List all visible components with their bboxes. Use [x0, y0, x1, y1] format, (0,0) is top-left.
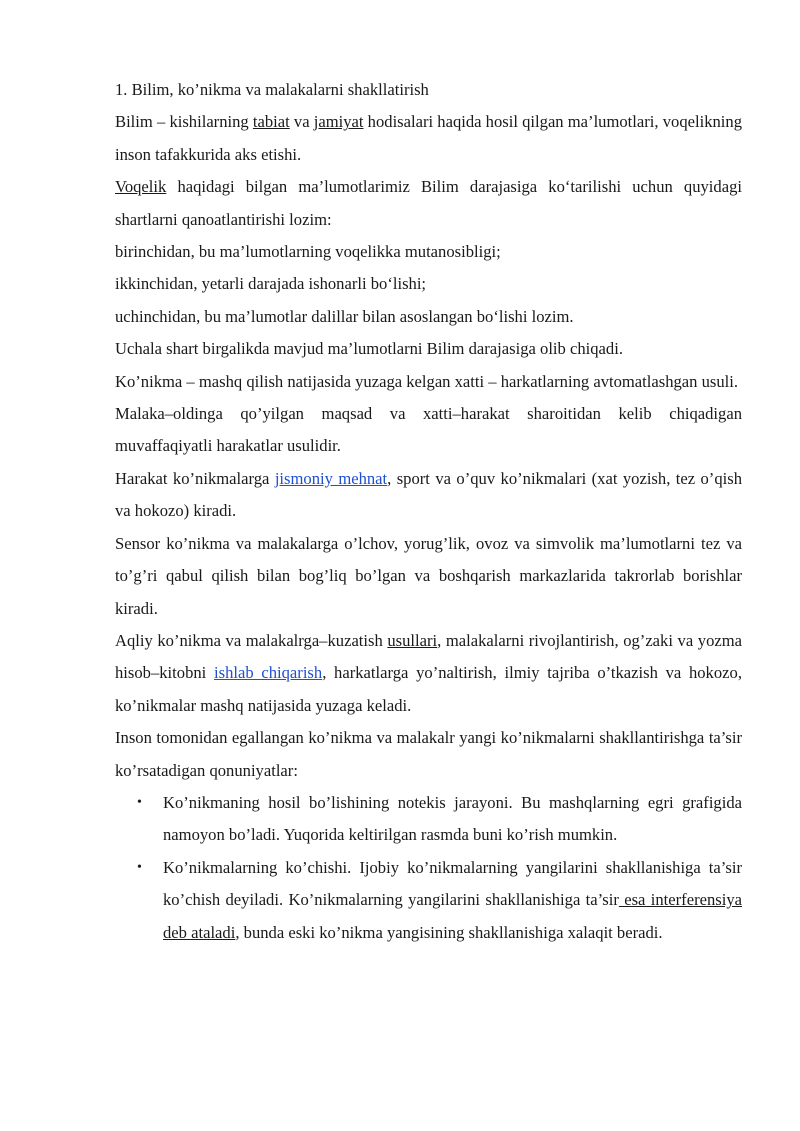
paragraph-sensor: Sensor ko’nikma va malakalarga o’lchov, yorug’lik, ovoz va simvolik ma’lumotlarni tez va to’g’ri qabul qilish bilan bog’liq bo’lgan va boshqarish markazlarida takrorlab borishlar kiradi.: [115, 533, 742, 618]
link-jismoniy-mehnat[interactable]: jismoniy mehnat: [274, 468, 388, 488]
list-item-text: , bunda eski ko’nikma yangisining shakllanishiga xalaqit beradi.: [235, 922, 663, 942]
paragraph-bilim: [115, 106, 742, 171]
text: , harkatlarga yo’naltirish, ilmiy tajriba o’tkazish va hokozo, ko’nikmalar mashq natijasida yuzaga keladi.: [115, 663, 742, 715]
paragraph-inson: Inson tomonidan egallangan ko’nikma va malakalr yangi ko’nikmalarni shakllantirishga ta’sir ko’rsatadigan qonuniyatlar:: [115, 728, 742, 780]
text: , malakalarni rivojlantirish, og’zaki va yozma hisob–kitobni: [115, 630, 742, 683]
link-ishlab-chiqarish[interactable]: ishlab chiqarish: [214, 663, 323, 683]
paragraph-harakat: [115, 463, 742, 528]
list-item-text: Ko’nikmalarning ko’chishi. Ijobiy ko’nikmalarning yangilarini shakllanishiga ta’sir ko’chish deyiladi. Ko’nikmalarning yangilarini shakllanishiga ta’sir: [163, 857, 742, 910]
text: Harakat ko’nikmalarga: [115, 468, 275, 488]
list-item-text: Ko’nikmaning hosil bo’lishining notekis jarayoni. Bu mashqlarning egri grafigida namoyon bo’ladi. Yuqorida keltirilgan rasmda buni ko’rish mumkin.: [163, 792, 742, 845]
link-tabiat[interactable]: tabiat: [252, 112, 290, 132]
paragraph-aqliy: [115, 625, 742, 722]
paragraph-voqelik: [115, 171, 742, 236]
text: va: [289, 112, 314, 132]
bullet-icon: •: [137, 794, 142, 810]
link-usullari[interactable]: usullari: [387, 630, 438, 650]
bullet-icon: •: [137, 859, 142, 875]
text: haqidagi bilgan ma’lumotlarimiz Bilim darajasiga ko‘tarilishi uchun quyidagi shartlarni qanoatlantirishi lozim:: [115, 177, 742, 229]
paragraph-uchala: Uchala shart birgalikda mavjud ma’lumotlarni Bilim darajasiga olib chiqadi.: [115, 339, 623, 359]
link-interferensiya[interactable]: esa interferensiya deb ataladi: [163, 890, 742, 942]
paragraph-uchinchidan: uchinchidan, bu ma’lumotlar dalillar bilan asoslangan bo‘lishi lozim.: [115, 306, 574, 326]
list-item: [115, 787, 742, 852]
paragraph-birinchidan: birinchidan, bu ma’lumotlarning voqelikka mutanosibligi;: [115, 242, 501, 262]
bullet-list: [115, 787, 742, 949]
link-jamiyat[interactable]: jamiyat: [313, 112, 364, 132]
paragraph-malaka: Malaka–oldinga qo’yilgan maqsad va xatti–harakat sharoitidan kelib chiqadigan muvaffaqiyatli harakatlar usulidir.: [115, 404, 742, 456]
text: hodisalari haqida hosil qilgan ma’lumotlari, voqelikning inson tafakkurida aks etishi.: [115, 112, 742, 164]
paragraph-ikkinchidan: ikkinchidan, yetarli darajada ishonarli bo‘lishi;: [115, 274, 427, 294]
text: Bilim – kishilarning: [115, 112, 253, 132]
link-voqelik[interactable]: Voqelik: [115, 177, 167, 197]
document-page: [115, 74, 742, 949]
list-item: [115, 852, 742, 949]
paragraph-konikma: Ko’nikma – mashq qilish natijasida yuzaga kelgan xatti – harkatlarning avtomatlashgan usuli.: [115, 371, 739, 391]
text: Aqliy ko’nikma va malakalrga–kuzatish: [115, 630, 388, 650]
text: , sport va o’quv ko’nikmalari (xat yozish, tez o’qish va hokozo) kiradi.: [115, 468, 742, 521]
section-heading: 1. Bilim, ko’nikma va malakalarni shakllatirish: [115, 80, 429, 99]
